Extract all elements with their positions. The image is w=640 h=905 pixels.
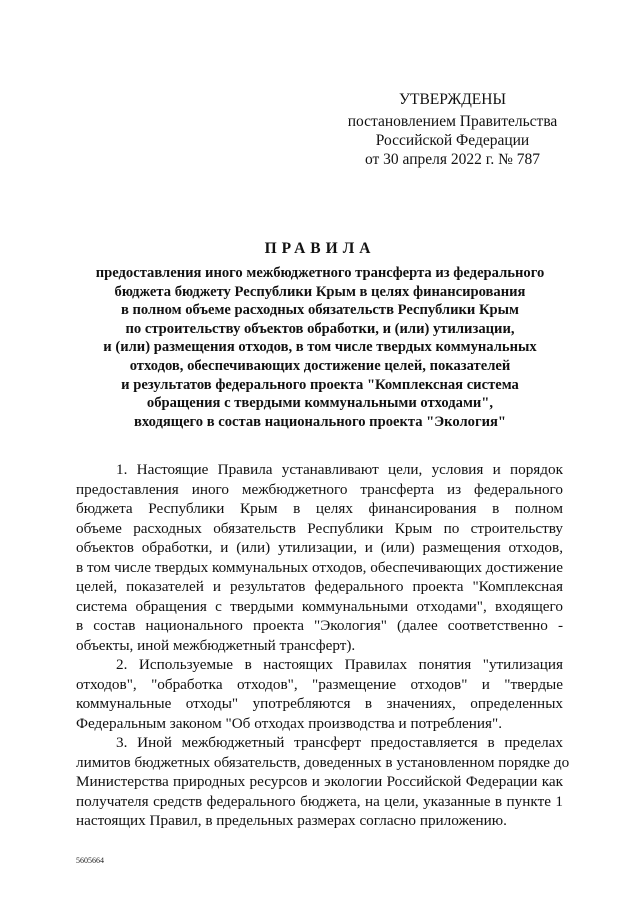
subtitle-line: отходов, обеспечивающих достижение целей, показателей bbox=[129, 357, 511, 374]
text-line: в том числе твердых коммунальных отходов, обеспечивающих достижение bbox=[76, 558, 563, 576]
document-body bbox=[76, 460, 570, 831]
subtitle-line: обращения с твердыми коммунальными отходами", bbox=[146, 395, 494, 412]
subtitle-line: и результатов федерального проекта "Комплексная система bbox=[121, 376, 519, 393]
paragraph-1 bbox=[76, 460, 563, 655]
text-line: объектов обработки, и (или) утилизации, и (или) размещения отходов, bbox=[76, 539, 563, 556]
text-line: коммунальные отходы" употребляются в значениях, определенных bbox=[76, 695, 563, 712]
text-line: отходов", "обработка отходов", "размещение отходов" и "твердые bbox=[76, 675, 563, 693]
text-line: целей, показателей и результатов федерального проекта "Комплексная bbox=[76, 578, 563, 595]
text-line: объекты, иной межбюджетный трансферт). bbox=[76, 636, 356, 654]
text-line: Министерства природных ресурсов и экологии Российской Федерации как bbox=[76, 773, 563, 790]
text-line: 3. Иной межбюджетный трансферт предоставляется в пределах bbox=[116, 734, 563, 751]
text-line: бюджета Республики Крым в целях финансирования в полном bbox=[76, 500, 563, 517]
document-code: 5605664 bbox=[76, 856, 104, 865]
text-line: 2. Используемые в настоящих Правилах понятия "утилизация bbox=[116, 656, 563, 673]
approval-line: от 30 апреля 2022 г. № 787 bbox=[364, 151, 541, 168]
approval-stamp bbox=[330, 90, 575, 169]
approved-heading: УТВЕРЖДЕНЫ bbox=[399, 91, 506, 108]
subtitle-line: в полном объеме расходных обязательств Республики Крым bbox=[120, 302, 519, 319]
text-line: предоставления иного межбюджетного трансферта из федерального bbox=[76, 480, 563, 498]
text-line: 1. Настоящие Правила устанавливают цели, условия и порядок bbox=[116, 461, 563, 478]
subtitle-line: и (или) размещения отходов, в том числе твердых коммунальных bbox=[103, 339, 537, 356]
text-line: лимитов бюджетных обязательств, доведенных в установленном порядке до bbox=[76, 753, 570, 771]
text-line: настоящих Правил, в предельных размерах согласно приложению. bbox=[76, 812, 507, 829]
subtitle-line: входящего в состав национального проекта "Экология" bbox=[133, 413, 507, 430]
text-line: в состав национального проекта "Экология" (далее соответственно - bbox=[76, 617, 563, 634]
subtitle-line: предоставления иного межбюджетного трансферта из федерального bbox=[95, 265, 545, 281]
document-title: ПРАВИЛА bbox=[264, 240, 376, 257]
subtitle-line: по строительству объектов обработки, и (или) утилизации, bbox=[125, 320, 515, 337]
approval-line: постановлением Правительства bbox=[347, 113, 558, 130]
subtitle-line: бюджета бюджету Республики Крым в целях финансирования bbox=[114, 283, 526, 300]
document-subtitle bbox=[60, 264, 580, 431]
text-line: Федеральным законом "Об отходах производства и потребления". bbox=[76, 714, 503, 732]
paragraph-2 bbox=[76, 655, 563, 733]
approval-line: Российской Федерации bbox=[375, 132, 530, 149]
text-line: система обращения с твердыми коммунальными отходами", входящего bbox=[76, 597, 563, 615]
text-line: объеме расходных обязательств Республики Крым по строительству bbox=[76, 519, 563, 537]
text-line: получателя средств федерального бюджета, на цели, указанные в пункте 1 bbox=[76, 792, 563, 810]
paragraph-3 bbox=[76, 733, 570, 831]
